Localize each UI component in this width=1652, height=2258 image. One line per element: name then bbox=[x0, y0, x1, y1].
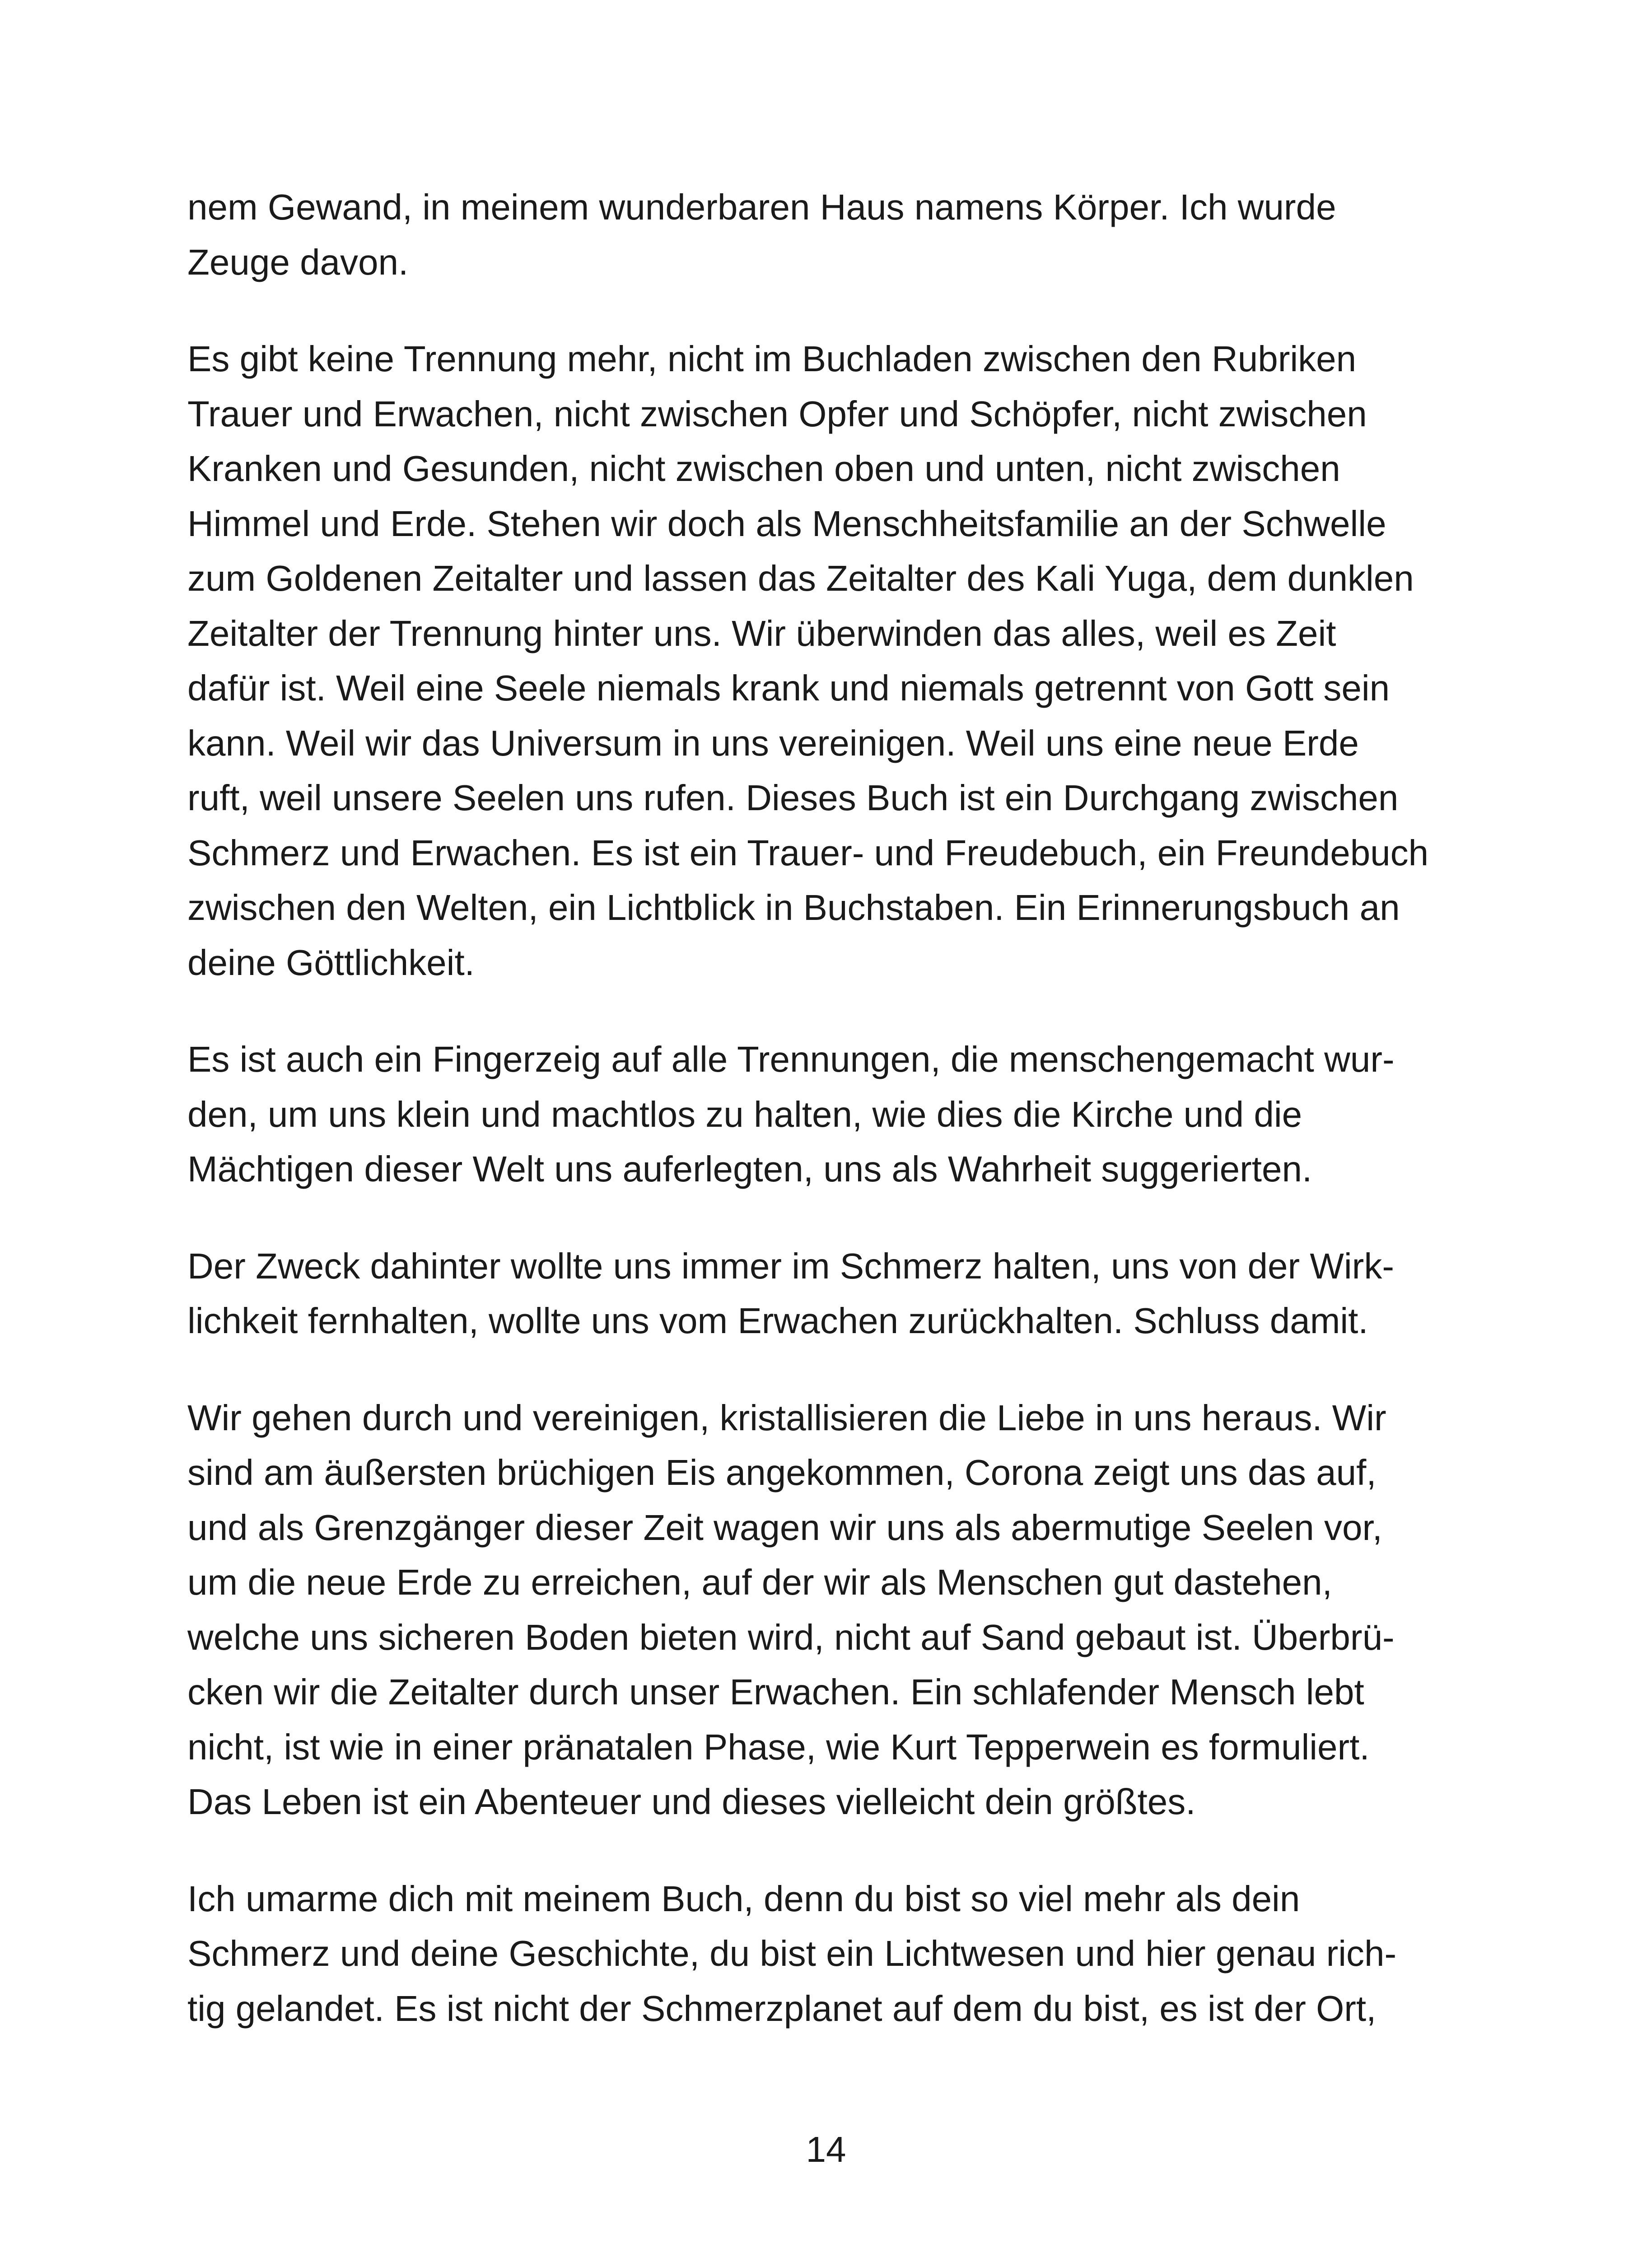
text-line: Schmerz und deine Geschichte, du bist ein Lichtwesen und hier genau rich- bbox=[187, 1933, 1397, 1973]
text-line: dafür ist. Weil eine Seele niemals krank und niemals getrennt von Gott sein bbox=[187, 668, 1390, 708]
text-line: zum Goldenen Zeitalter und lassen das Zeitalter des Kali Yuga, dem dunklen bbox=[187, 558, 1414, 598]
text-line: um die neue Erde zu erreichen, auf der wir als Menschen gut dastehen, bbox=[187, 1562, 1332, 1602]
text-line: sind am äußersten brüchigen Eis angekommen, Corona zeigt uns das auf, bbox=[187, 1452, 1377, 1493]
text-line: Trauer und Erwachen, nicht zwischen Opfer und Schöpfer, nicht zwischen bbox=[187, 393, 1367, 434]
text-line: zwischen den Welten, ein Lichtblick in Buchstaben. Ein Erinnerungsbuch an bbox=[187, 887, 1400, 928]
paragraph bbox=[187, 1239, 1470, 1348]
body-text bbox=[187, 180, 1470, 2078]
text-line: Es ist auch ein Fingerzeig auf alle Trennungen, die menschengemacht wur- bbox=[187, 1039, 1395, 1079]
text-line: tig gelandet. Es ist nicht der Schmerzplanet auf dem du bist, es ist der Ort, bbox=[187, 1988, 1377, 2029]
text-line: ruft, weil unsere Seelen uns rufen. Dieses Buch ist ein Durchgang zwischen bbox=[187, 778, 1399, 818]
text-line: den, um uns klein und machtlos zu halten, wie dies die Kirche und die bbox=[187, 1094, 1302, 1134]
page-number: 14 bbox=[806, 2129, 846, 2169]
text-line: kann. Weil wir das Universum in uns vereinigen. Weil uns eine neue Erde bbox=[187, 723, 1359, 763]
text-line: deine Göttlichkeit. bbox=[187, 942, 475, 983]
text-line: Schmerz und Erwachen. Es ist ein Trauer- und Freudebuch, ein Freundebuch bbox=[187, 832, 1429, 873]
paragraph bbox=[187, 1871, 1470, 2036]
text-line: lichkeit fernhalten, wollte uns vom Erwachen zurückhalten. Schluss damit. bbox=[187, 1301, 1368, 1341]
text-line: Himmel und Erde. Stehen wir doch als Menschheitsfamilie an der Schwelle bbox=[187, 503, 1386, 544]
text-line: Der Zweck dahinter wollte uns immer im Schmerz halten, uns von der Wirk- bbox=[187, 1246, 1394, 1286]
paragraph bbox=[187, 180, 1470, 289]
text-line: nem Gewand, in meinem wunderbaren Haus namens Körper. Ich wurde bbox=[187, 187, 1336, 227]
text-line: cken wir die Zeitalter durch unser Erwachen. Ein schlafender Mensch lebt bbox=[187, 1672, 1364, 1712]
paragraph bbox=[187, 1390, 1470, 1829]
text-line: Zeitalter der Trennung hinter uns. Wir überwinden das alles, weil es Zeit bbox=[187, 613, 1336, 653]
text-line: Kranken und Gesunden, nicht zwischen oben und unten, nicht zwischen bbox=[187, 448, 1340, 489]
text-line: Wir gehen durch und vereinigen, kristallisieren die Liebe in uns heraus. Wir bbox=[187, 1397, 1386, 1438]
text-line: Ich umarme dich mit meinem Buch, denn du bist so viel mehr als dein bbox=[187, 1878, 1300, 1919]
paragraph bbox=[187, 1032, 1470, 1197]
text-line: und als Grenzgänger dieser Zeit wagen wir uns als abermutige Seelen vor, bbox=[187, 1507, 1382, 1548]
text-line: Zeuge davon. bbox=[187, 242, 409, 282]
text-line: nicht, ist wie in einer pränatalen Phase, wie Kurt Tepperwein es formuliert. bbox=[187, 1726, 1370, 1767]
text-line: Es gibt keine Trennung mehr, nicht im Buchladen zwischen den Rubriken bbox=[187, 339, 1357, 379]
text-line: welche uns sicheren Boden bieten wird, nicht auf Sand gebaut ist. Überbrü- bbox=[187, 1617, 1395, 1657]
paragraph bbox=[187, 331, 1470, 990]
text-line: Das Leben ist ein Abenteuer und dieses vielleicht dein größtes. bbox=[187, 1782, 1196, 1822]
text-line: Mächtigen dieser Welt uns auferlegten, uns als Wahrheit suggerierten. bbox=[187, 1149, 1312, 1189]
